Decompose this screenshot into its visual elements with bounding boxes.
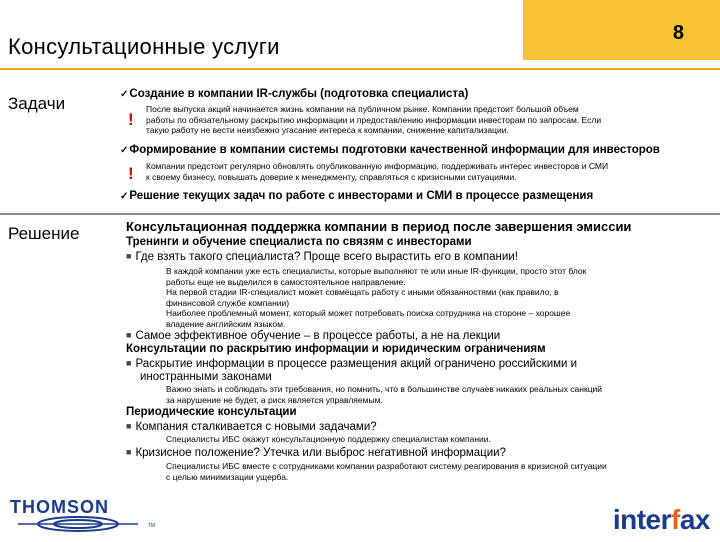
exclamation-icon: ! — [128, 164, 134, 183]
header-divider — [0, 68, 720, 70]
question-1: ■ Где взять такого специалиста? Проще всего вырастить его в компании! — [126, 250, 518, 264]
tasks-label: Задачи — [8, 94, 66, 113]
question-4-note: Специалисты ИБС окажут консультационную поддержку специалистам компании. — [166, 434, 491, 444]
solution-label: Решение — [8, 224, 80, 243]
question-2: ■ Самое эффективное обучение – в процессе работы, а не на лекции — [126, 329, 500, 343]
task-note-1: После выпуска акций начинается жизнь компании на публичном рынке. Компании предстоит большой объем работы по обязательному раскрытию информации и предоставлению информации инвесторам по запросам. Если такую работу не вести неизбежно угасание интереса к компании, снижение капитализации. — [146, 104, 602, 135]
question-1-notes: В каждой компании уже есть специалисты, которые выполняют те или иные IR-функции, просто этот блок работы еще не выделился в самостоятельное направление. На первой стадии IR-специалист может совмещать работу с иными обязанностями (как правило, в финансовой службе компании) Наиболее проблемный момент, который может потребовать поиска сотрудника на стороне – хорошее владение английским языком. — [166, 266, 587, 329]
question-5: ■ Кризисное положение? Утечка или выброс негативной информации? — [126, 446, 506, 460]
training-heading: Тренинги и обучение специалиста по связям с инвесторами — [126, 236, 472, 248]
periodic-heading: Периодические консультации — [126, 406, 297, 418]
thomson-logo-text: THOMSON — [10, 497, 109, 517]
question-5-notes: Специалисты ИБС вместе с сотрудниками компании разработают систему реагирования в кризисной ситуации с целью минимизации ущерба. — [166, 461, 607, 482]
task-heading-1: ✓ Создание в компании IR-службы (подготовка специалиста) — [120, 88, 468, 101]
exclamation-icon: ! — [128, 110, 134, 129]
solution-title: Консультационная поддержка компании в период после завершения эмиссии — [126, 219, 632, 234]
task-note-2: Компании предстоит регулярно обновлять опубликованную информацию, поддерживать интерес инвесторов и СМИ к своему бизнесу, повышать доверие к менеджменту, справляться с кризисными ситуациями. — [146, 161, 609, 182]
thomson-logo — [8, 497, 158, 542]
task-heading-2: ✓ Формирование в компании системы подготовки качественной информации для инвесторов — [120, 144, 660, 157]
question-4: ■ Компания сталкивается с новыми задачами? — [126, 420, 377, 434]
disclosure-heading: Консультации по раскрытию информации и юридическим ограничениям — [126, 343, 546, 355]
question-3-notes: Важно знать и соблюдать эти требования, но помнить, что в большинстве случаев никаких реальных санкций за нарушение не будет, а риск является управляемым. — [166, 384, 603, 405]
thomson-tm: TM — [148, 523, 156, 529]
page-number-box — [523, 0, 720, 60]
page-title: Консультационные услуги — [8, 34, 280, 59]
section-divider — [0, 213, 720, 215]
page-number: 8 — [672, 22, 684, 44]
question-3: ■ Раскрытие информации в процессе размещения акций ограничено российскими и иностранными законами — [126, 357, 577, 384]
task-heading-3: ✓ Решение текущих задач по работе с инвесторами и СМИ в процессе размещения — [120, 190, 593, 203]
interfax-logo: interfax — [612, 504, 710, 535]
